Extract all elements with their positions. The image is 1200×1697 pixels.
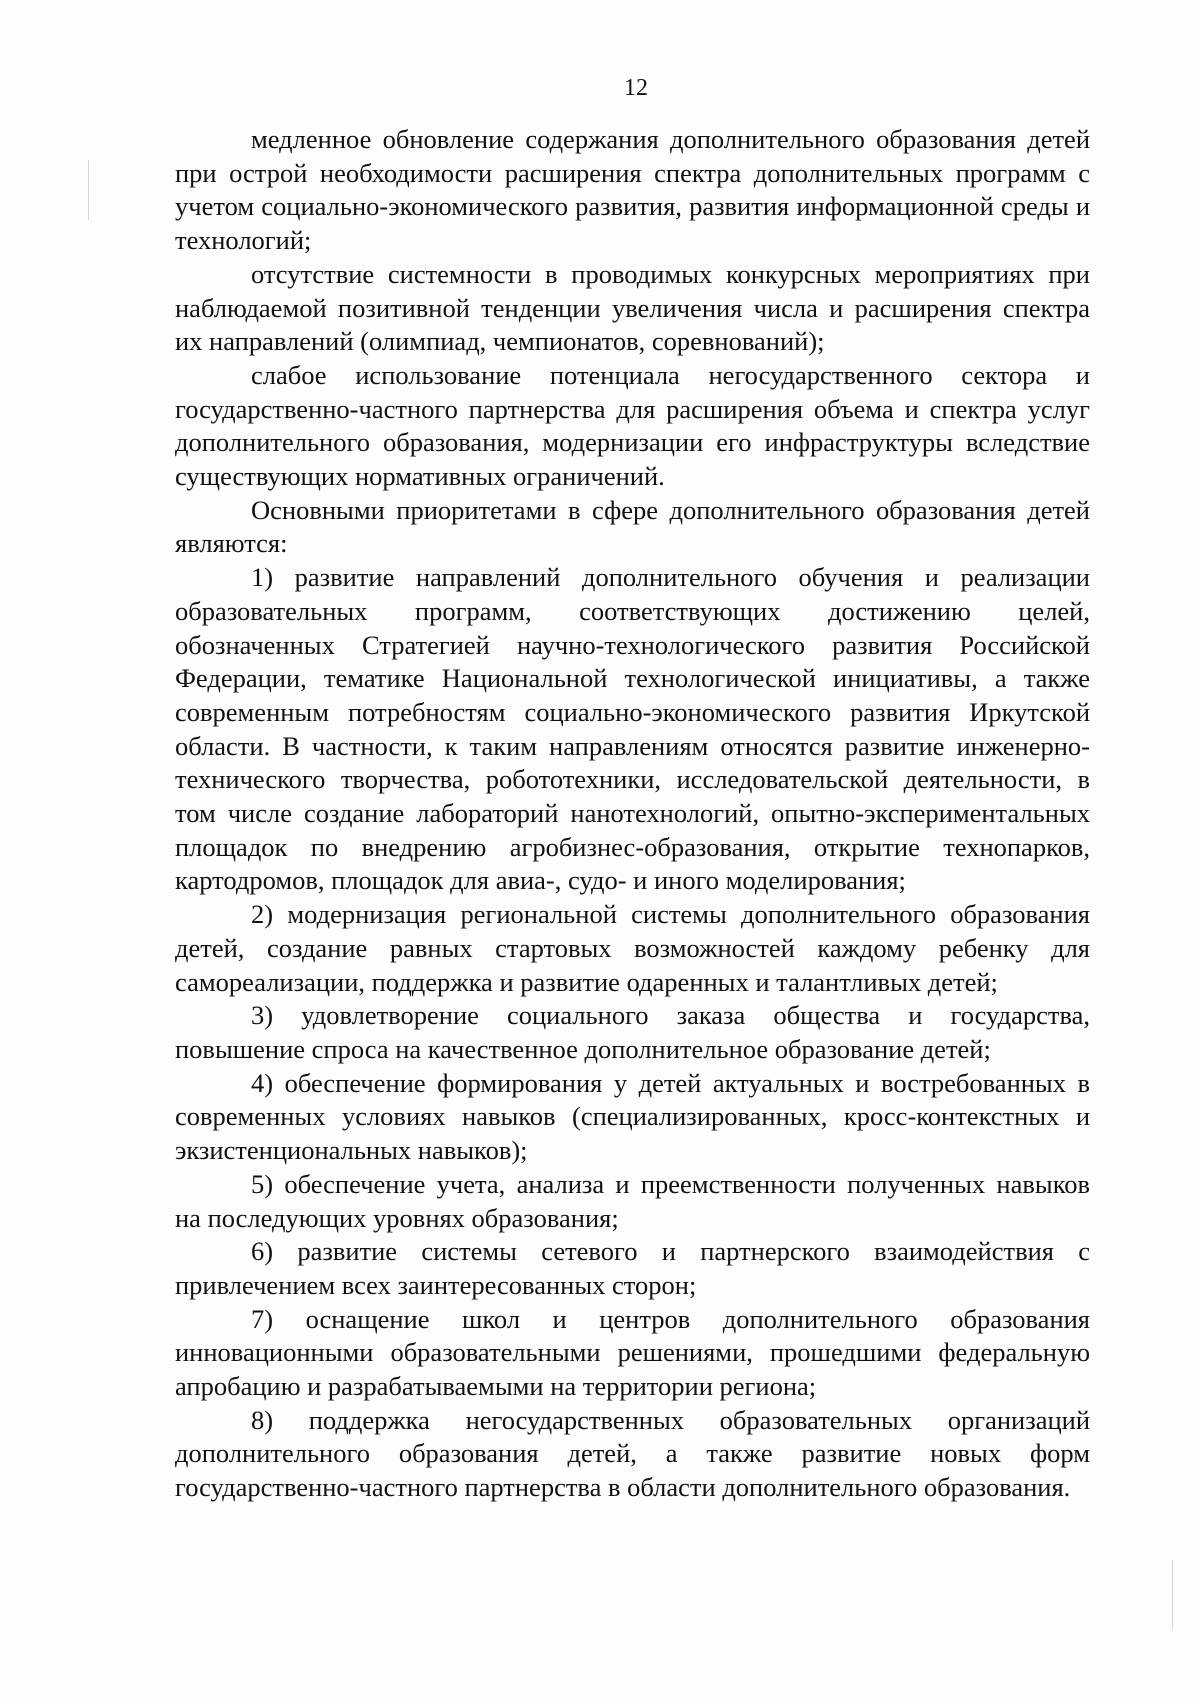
list-item-6: 6) развитие системы сетевого и партнерского взаимодействия с привлечением всех заинтересованных сторон; [175, 1236, 1090, 1300]
list-item-1: 1) развитие направлений дополнительного обучения и реализации образовательных программ, соответствующих достижению целей, обозначенных Стратегией научно-технологического развития Российской Федерации, тематике Национальной технологической инициативы, а также современным потребностям социально-экономического развития Иркутской области. В частности, к таким направлениям относятся развитие инженерно-технического творчества, робототехники, исследовательской деятельности, в том числе создание лабораторий нанотехнологий, опытно-экспериментальных площадок по внедрению агробизнес-образования, открытие технопарков, картодромов, площадок для авиа-, судо- и иного моделирования; [175, 562, 1090, 896]
list-item-2: 2) модернизация региональной системы дополнительного образования детей, создание равных стартовых возможностей каждому ребенку для самореализации, поддержка и развитие одаренных и талантливых детей; [175, 899, 1090, 997]
page-number: 12 [624, 75, 648, 101]
paragraph: медленное обновление содержания дополнительного образования детей при острой необходимости расширения спектра дополнительных программ с учетом социально-экономического развития, развития информационной среды и технологий; [175, 124, 1090, 256]
list-item-8: 8) поддержка негосударственных образовательных организаций дополнительного образования детей, а также развитие новых форм государственно-частного партнерства в области дополнительного образования. [175, 1404, 1090, 1503]
paragraph: отсутствие системности в проводимых конкурсных мероприятиях при наблюдаемой позитивной тенденции увеличения числа и расширения спектра их направлений (олимпиад, чемпионатов, соревнований); [175, 258, 1090, 357]
list-item-7: 7) оснащение школ и центров дополнительного образования инновационными образовательными решениями, прошедшими федеральную апробацию и разрабатываемыми на территории региона; [175, 1303, 1090, 1402]
paragraph: Основными приоритетами в сфере дополнительного образования детей являются: [175, 494, 1090, 559]
scan-margin-mark [88, 160, 89, 220]
list-item-3: 3) удовлетворение социального заказа общества и государства, повышение спроса на качественное дополнительное образование детей; [175, 1000, 1090, 1064]
paragraph: слабое использование потенциала негосударственного сектора и государственно-частного партнерства для расширения объема и спектра услуг дополнительного образования, модернизации его инфраструктуры вследствие существующих нормативных ограничений. [175, 359, 1090, 492]
list-item-4: 4) обеспечение формирования у детей актуальных и востребованных в современных условиях навыков (специализированных, кросс-контекстных и экзистенциональных навыков); [175, 1067, 1090, 1166]
scan-margin-mark [1172, 1560, 1173, 1630]
list-item-5: 5) обеспечение учета, анализа и преемственности полученных навыков на последующих уровнях образования; [175, 1168, 1090, 1233]
document-body [175, 123, 1090, 1505]
